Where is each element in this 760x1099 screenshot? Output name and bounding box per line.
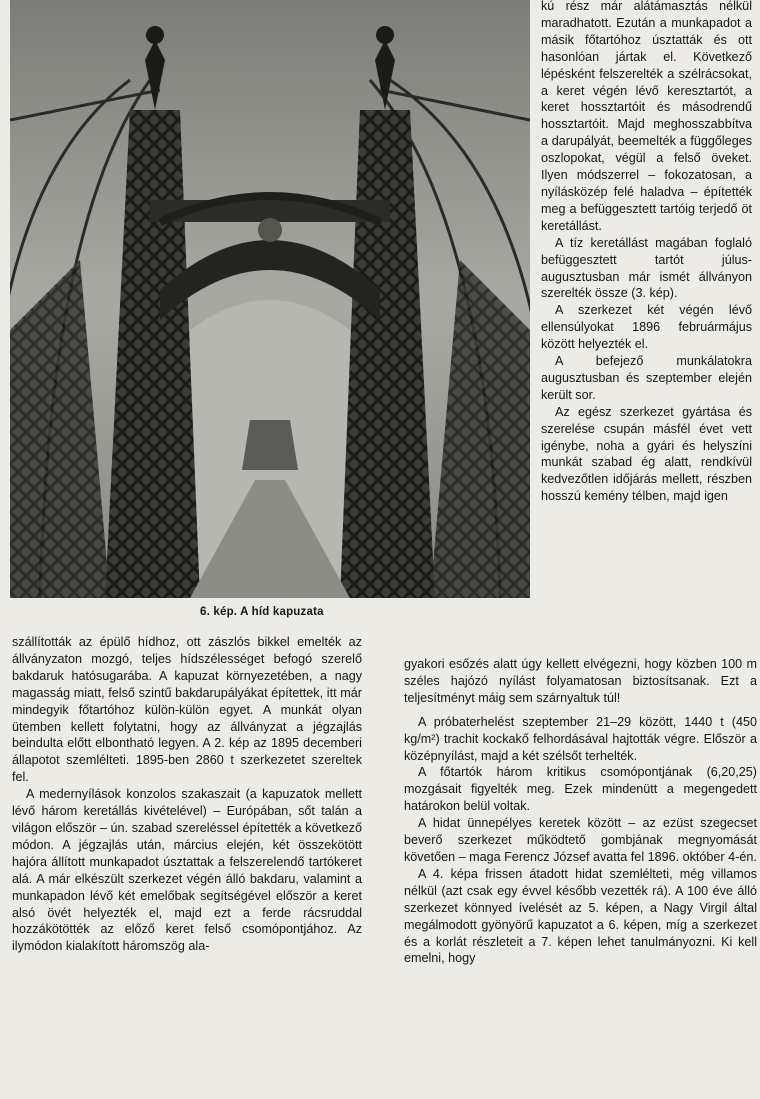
paragraph: A tíz keretállást magában foglaló befüggesztett tartót júlus-augusztusban már ismét állványon szerelték össze (3. kép). bbox=[541, 235, 752, 301]
paragraph: A szerkezet két végén lévő ellensúlyokat 1896 februármájus között helyezték el. bbox=[541, 303, 752, 352]
paragraph: A medernyílások konzolos szakaszait (a kapuzatok mellett lévő három keretállás kivételével) – Európában, sőt talán a világon először – ún. szabad szereléssel építették a következő módon. A jégzajlás után, március elején, két összekötött hajóra állított munkapadot úsztattak a felszerelendő tartókeret alá. A már elkészült szerkezet végén álló bakdaru, valamint a munkapadon lévő két emelőbak segítségével először a keret alsó övét helyezték el, majd ezt a ferde rácsruddal hozzákötötték az előző keret felső csomópontjához. Az ilymódon kialakított háromszög ala- bbox=[12, 787, 362, 954]
paragraph: Az egész szerkezet gyártása és szerelése csupán másfél évet vett igénybe, noha a gyári és helyszíni munkát szabad ég alatt, rendkívül kedvezőtlen időjárás mellett, részben hosszú kemény télben, majd igen bbox=[541, 404, 752, 504]
paragraph: A főtartók három kritikus csomópontjának (6,20,25) mozgásait figyelték meg. Ezek mindenütt a megengedett határokon belül voltak. bbox=[404, 765, 757, 814]
figure-caption: 6. kép. A híd kapuzata bbox=[200, 606, 324, 618]
left-bottom-column bbox=[12, 634, 362, 955]
bridge-portal-photo bbox=[10, 0, 530, 598]
paragraph: A próbaterhelést szeptember 21–29 között, 1440 t (450 kg/m²) trachit kockakő felhordásával hajtották végre. Először a középnyílást, majd a két szélsőt terhelték. bbox=[404, 714, 757, 763]
paragraph: A befejező munkálatokra augusztusban és szeptember elején került sor. bbox=[541, 354, 752, 402]
paragraph: szállították az épülő hídhoz, ott zászlós bikkel emelték az állványzaton mozgó, teljes hídszélességet befogó szerelő bakdaruk hatósugarába. A kapuzat környezetében, a nagy magasság miatt, felső szintű bakdarupályákat építettek, itt már mindegyik főtartóhoz külön-külön egyet. A munkát olyan ütemben kellett folytatni, hogy az állványzat a jégzajlás beindulta előtt elbontható legyen. A 2. kép az 1895 decemberi állapotot szemlélteti. 1895-ben 2860 t szerkezetet szereltek fel. bbox=[12, 635, 362, 785]
right-bottom-column bbox=[404, 656, 757, 967]
paragraph: A hidat ünnepélyes keretek között – az ezüst szegecset beverő szerkezet működtető gombjának megnyomását követően – maga Ferencz József avatta fel 1896. október 4-én. bbox=[404, 816, 757, 864]
right-top-column bbox=[541, 0, 752, 505]
paragraph: A 4. képa frissen átadott hidat szemlélteti, még villamos nélkül (azt csak egy évvel később vezették rá). A 100 éve álló szerkezet könnyed ívelését az 5. képen, a Nagy Virgil által megálmodott gyönyörű kapuzatot a 6. képen, míg a szerkezet és a korlát részleteit a 7. képen lehet tanulmányozni. Ki kell emelni, hogy bbox=[404, 866, 757, 966]
paragraph: kú rész már alátámasztás nélkül maradhatott. Ezután a munkapadot a másik főtartóhoz úsztatták és ott hasonlóan jártak el. Következő lépésként felszerelték a szélrácsokat, a keret végén lévő keresztartót, a keret hossztartóit és másodrendű hossztartóit. Majd meghosszabbítva a darupályát, beemelték a függőleges oszlopokat, végül a felső öveket. Ilyen módszerrel – fokozatosan, a nyílásközép felé haladva – építették meg a befüggesztett tartóig terjedő öt keretállást. bbox=[541, 0, 752, 233]
paragraph: gyakori esőzés alatt úgy kellett elvégezni, hogy közben 100 m széles hajózó nyílást folyamatosan biztosítsanak. Ezt a teljesítményt máig sem szárnyaltuk túl! bbox=[404, 657, 757, 705]
